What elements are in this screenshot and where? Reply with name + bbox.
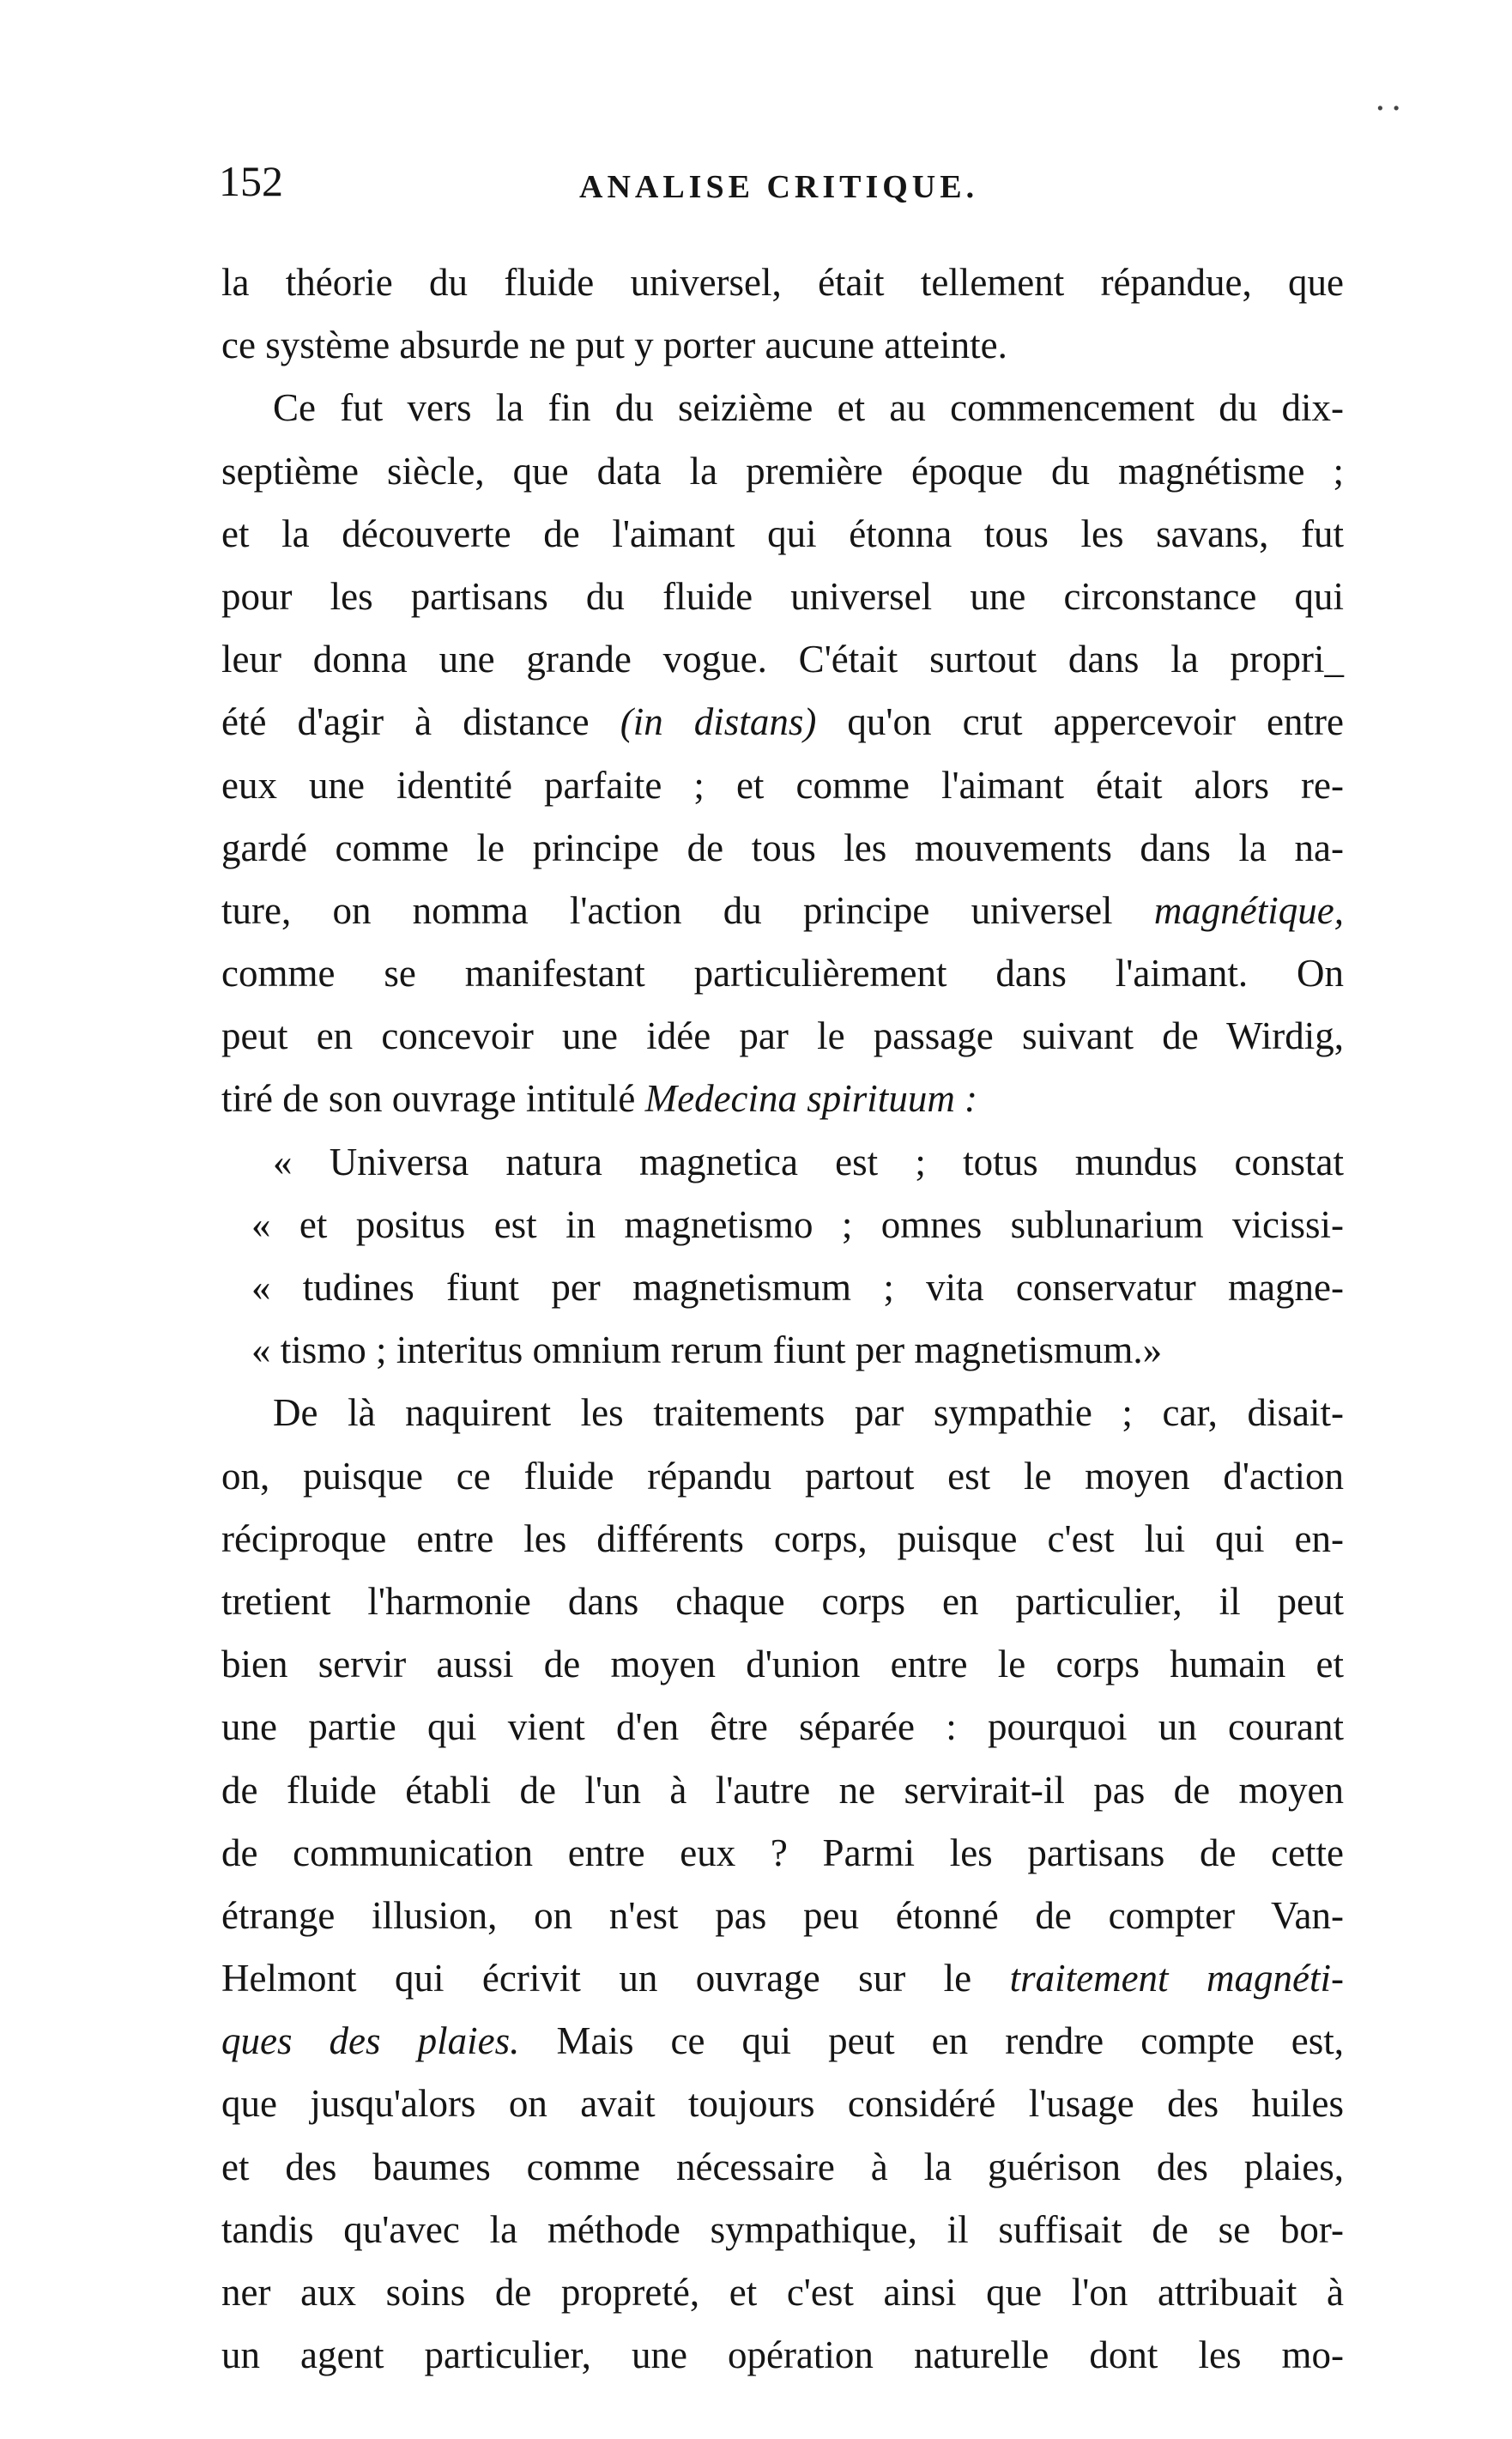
text-line	[221, 691, 1344, 753]
text-line: que jusqu'alors on avait toujours considéré l'usage des huiles	[221, 2082, 1344, 2126]
text-line: bien servir aussi de moyen d'union entre le corps humain et	[221, 1643, 1344, 1686]
text-line: et des baumes comme nécessaire à la guérison des plaies,	[221, 2145, 1344, 2188]
page-number: 152	[219, 157, 283, 205]
text-line: tandis qu'avec la méthode sympathique, il suffisait de se bor-	[221, 2207, 1344, 2251]
quote-line: « Universa natura magnetica est ; totus mundus constat	[273, 1140, 1344, 1183]
quote-line: « et positus est in magnetismo ; omnes sublunarium vicissi-	[251, 1202, 1344, 1246]
quote-line: « tismo ; interitus omnium rerum fiunt per magnetismum.»	[251, 1328, 1163, 1372]
text-line: étrange illusion, on n'est pas peu étonné de compter Van-	[221, 1893, 1344, 1937]
text-segment: Helmont qui écrivit un ouvrage sur le	[221, 1957, 972, 2000]
text-line: de communication entre eux ? Parmi les partisans de cette	[221, 1831, 1344, 1874]
text-line: tretient l'harmonie dans chaque corps en particulier, il peut	[221, 1579, 1344, 1623]
text-segment: ture, on nomma l'action du principe universel	[221, 888, 1113, 932]
text-line: ce système absurde ne put y porter aucune atteinte.	[221, 324, 1007, 367]
text-line: ner aux soins de propreté, et c'est ainsi que l'on attribuait à	[221, 2271, 1344, 2314]
quote-line: « tudines fiunt per magnetismum ; vita conservatur magne-	[251, 1266, 1344, 1309]
text-segment: Mais ce qui peut en rendre compte est,	[556, 2019, 1344, 2063]
text-line	[221, 1947, 1344, 2010]
text-line	[221, 1068, 1344, 1130]
text-line: pour les partisans du fluide universel une circonstance qui	[221, 574, 1344, 618]
text-line: une partie qui vient d'en être séparée : pourquoi un courant	[221, 1705, 1344, 1749]
page-header	[219, 156, 1360, 216]
text-line: eux une identité parfaite ; et comme l'aimant était alors re-	[221, 763, 1344, 807]
text-line: la théorie du fluide universel, était tellement répandue, que	[221, 261, 1344, 304]
text-line	[221, 880, 1344, 942]
italic-term: (in distans)	[620, 700, 817, 744]
text-line: leur donna une grande vogue. C'était surtout dans la propri_	[221, 638, 1344, 681]
italic-title: Medecina spirituum :	[644, 1077, 978, 1121]
text-line: réciproque entre les différents corps, puisque c'est lui qui en-	[221, 1516, 1344, 1560]
text-line: Ce fut vers la fin du seizième et au commencement du dix-	[273, 386, 1344, 430]
text-line	[221, 2010, 1344, 2073]
italic-term: magnétique,	[1153, 888, 1345, 932]
italic-title: ques des plaies.	[221, 2019, 520, 2063]
text-segment: qu'on crut appercevoir entre	[847, 700, 1344, 744]
text-line: peut en concevoir une idée par le passage suivant de Wirdig,	[221, 1014, 1344, 1058]
text-segment: tiré de son ouvrage intitulé	[221, 1077, 636, 1121]
text-line: De là naquirent les traitements par sympathie ; car, disait-	[273, 1391, 1344, 1435]
corner-mark: ..	[1375, 79, 1407, 118]
text-line: comme se manifestant particulièrement dans l'aimant. On	[221, 952, 1344, 996]
text-segment: été d'agir à distance	[221, 700, 590, 744]
text-line: de fluide établi de l'un à l'autre ne servirait-il pas de moyen	[221, 1768, 1344, 1812]
text-line: un agent particulier, une opération naturelle dont les mo-	[221, 2333, 1344, 2377]
running-head: ANALISE CRITIQUE.	[579, 169, 979, 205]
italic-title: traitement magnéti-	[1009, 1957, 1344, 2000]
text-line: septième siècle, que data la première époque du magnétisme ;	[221, 449, 1344, 493]
text-line: gardé comme le principe de tous les mouvements dans la na-	[221, 826, 1344, 869]
body-text	[221, 251, 1344, 2387]
text-line: on, puisque ce fluide répandu partout est le moyen d'action	[221, 1454, 1344, 1498]
text-line: et la découverte de l'aimant qui étonna tous les savans, fut	[221, 511, 1344, 555]
